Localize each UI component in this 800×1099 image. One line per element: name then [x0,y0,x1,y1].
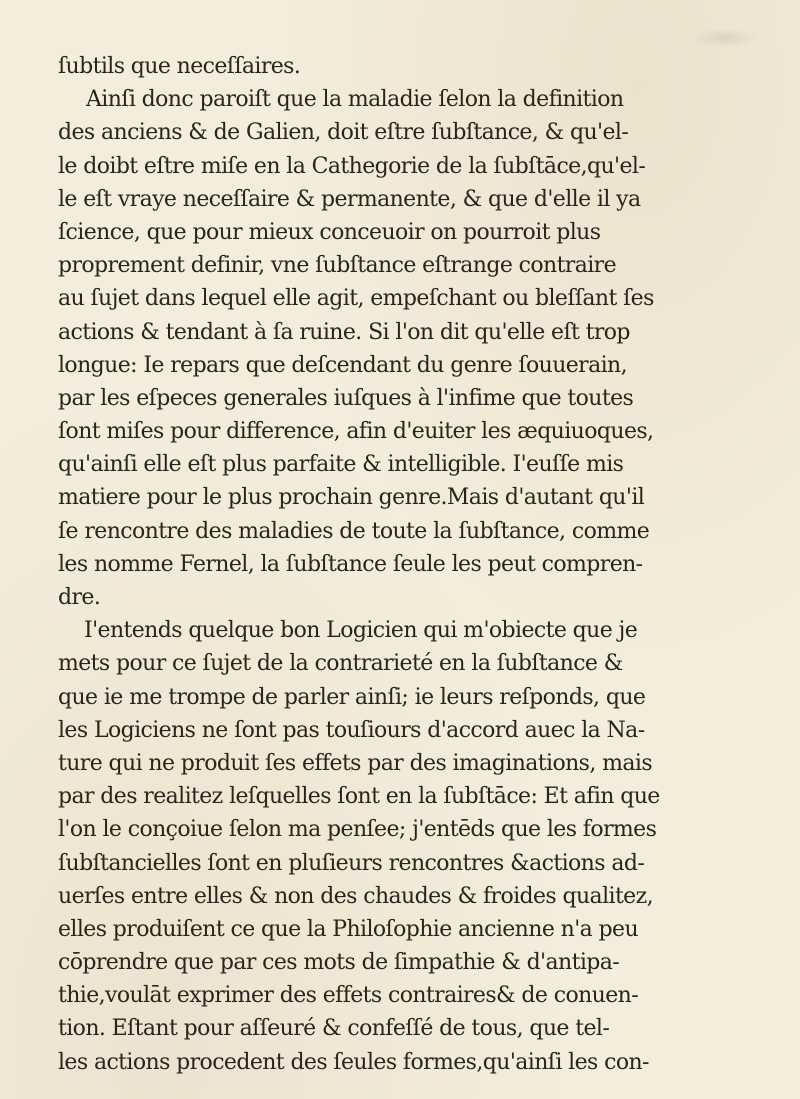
text-line: tion. Eſtant pour aſſeuré & confeſſé de tous, que tel- [58,1016,610,1042]
text-line: au ſujet dans lequel elle agit, empeſchant ou bleſſant ſes [58,286,654,312]
text-line: mets pour ce ſujet de la contrarieté en la ſubſtance & [58,651,623,677]
text-line: ſcience, que pour mieux conceuoir on pourroit plus [58,219,601,245]
text-line: I'entends quelque bon Logicien qui m'obiecte que je [84,618,638,644]
text-line: cōprendre que par ces mots de ſimpathie & d'antipa- [58,950,620,976]
text-line: actions & tendant à ſa ruine. Si l'on dit qu'elle eſt trop [58,319,630,345]
text-line: le eſt vraye neceſſaire & permanente, & que d'elle il ya [58,186,641,212]
text-line: les Logiciens ne ſont pas touſiours d'accord auec la Na- [58,717,645,743]
body-text [58,50,758,1079]
text-line: longue: Ie repars que deſcendant du genre ſouuerain, [58,352,628,378]
text-line: des anciens & de Galien, doit eſtre ſubſtance, & qu'el- [58,120,629,146]
text-line: qu'ainſi elle eſt plus parfaite & intelligible. I'euſſe mis [58,452,624,478]
text-line: Ainſi donc paroiſt que la maladie ſelon la definition [86,87,624,113]
text-line: l'on le conçoiue ſelon ma penſee; j'entēds que les formes [58,817,657,843]
text-line: thie,voulāt exprimer des effets contraires& de conuen- [58,983,639,1009]
text-line: que ie me trompe de parler ainſi; ie leurs reſponds, que [58,684,646,710]
text-line: par les eſpeces generales iuſques à l'infime que toutes [58,385,634,411]
text-line: les actions procedent des ſeules formes,qu'ainſi les con- [58,1049,649,1075]
text-line: dre. [58,585,101,610]
text-line: ſont miſes pour difference, afin d'euiter les æquiuoques, [58,419,654,445]
text-line: le doibt eſtre miſe en la Cathegorie de la ſubſtāce,qu'el- [58,153,646,179]
text-line: matiere pour le plus prochain genre.Mais d'autant qu'il [58,485,645,511]
text-line: ſe rencontre des maladies de toute la ſubſtance, comme [58,518,650,544]
text-line: proprement definir, vne ſubſtance eſtrange contraire [58,253,617,279]
text-line: ſubſtancielles ſont en pluſieurs rencontres &actions ad- [58,850,645,876]
text-line: ſubtils que neceſſaires. [58,54,301,79]
text-line: par des realitez leſquelles ſont en la ſubſtāce: Et afin que [58,784,660,810]
text-line: elles produiſent ce que la Philoſophie ancienne n'a peu [58,916,639,942]
text-line: ture qui ne produit ſes effets par des imaginations, mais [58,750,653,776]
page-stain [690,28,760,48]
text-line: uerſes entre elles & non des chaudes & froides qualitez, [58,883,653,909]
text-line: les nomme Fernel, la ſubſtance ſeule les peut compren- [58,551,643,577]
